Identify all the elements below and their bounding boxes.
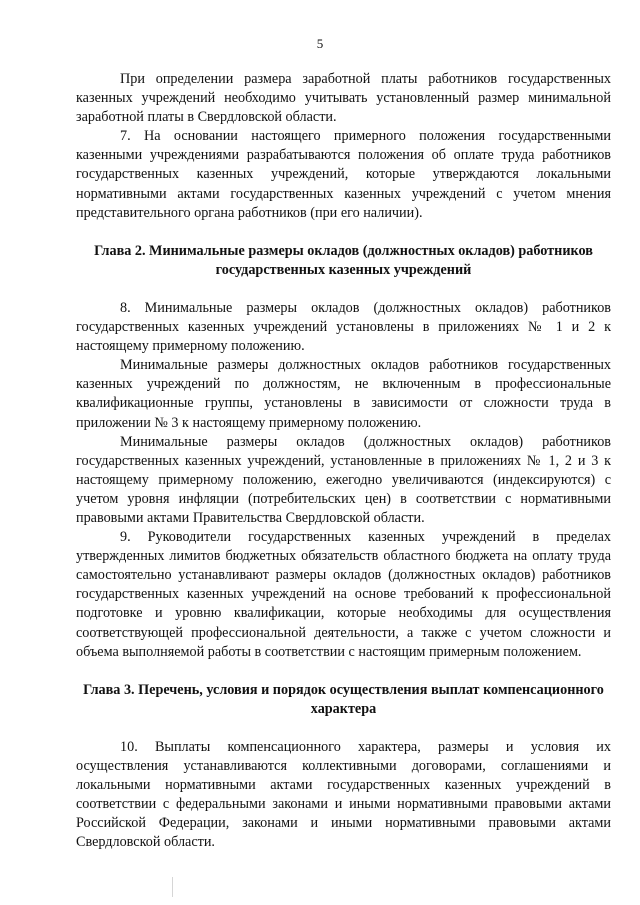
chapter-3-heading: Глава 3. Перечень, условия и порядок осуществления выплат компенсационного характера <box>83 681 604 717</box>
scan-margin-mark <box>172 877 173 897</box>
paragraph-8-continuation-1: Минимальные размеры должностных окладов работников государственных казенных учреждений по должностям, не включенным в профессиональные квалификационные группы, установлены в зависимости от сложности труда в приложении № 3 к настоящему примерному положению. <box>76 357 611 431</box>
paragraph-10: 10. Выплаты компенсационного характера, размеры и условия их осуществления устанавливаются коллективными договорами, соглашениями и локальными нормативными актами государственных казенных учреждений в соответствии с федеральными законами и иными нормативными правовыми актами Российской Федерации, законами и иными нормативными правовыми актами Свердловской области. <box>76 738 611 851</box>
document-body <box>76 70 611 852</box>
chapter-2-heading: Глава 2. Минимальные размеры окладов (должностных окладов) работников государственных казенных учреждений <box>94 242 593 278</box>
page-number: 5 <box>316 36 324 51</box>
paragraph-9: 9. Руководители государственных казенных учреждений в пределах утвержденных лимитов бюджетных обязательств областного бюджета на оплату труда самостоятельно устанавливают размеры окладов (должностных окладов) работников государственных казенных учреждений на основе требований к профессиональной подготовке и уровню квалификации, которые необходимы для осуществления соответствующей профессиональной деятельности, а также с учетом сложности и объема выполняемой работы в соответствии с настоящим примерным положением. <box>76 529 611 660</box>
paragraph-8-continuation-2: Минимальные размеры окладов (должностных окладов) работников государственных казенных учреждений, установленные в приложениях № 1, 2 и 3 к настоящему примерному положению, ежегодно увеличиваются (индексируются) с учетом уровня инфляции (потребительских цен) в соответствии с нормативными правовыми актами Правительства Свердловской области. <box>76 433 611 526</box>
paragraph-minimum-wage: При определении размера заработной платы работников государственных казенных учреждений необходимо учитывать установленный размер минимальной заработной платы в Свердловской области. <box>76 71 611 126</box>
paragraph-7: 7. На основании настоящего примерного положения государственными казенными учреждениями разрабатываются положения об оплате труда работников государственных казенных учреждений, которые утверждаются локальными нормативными актами государственных казенных учреждений с учетом мнения представительного органа работников (при его наличии). <box>76 128 611 221</box>
paragraph-8: 8. Минимальные размеры окладов (должностных окладов) работников государственных казенных учреждений установлены в приложениях № 1 и 2 к настоящему примерному положению. <box>76 299 611 355</box>
